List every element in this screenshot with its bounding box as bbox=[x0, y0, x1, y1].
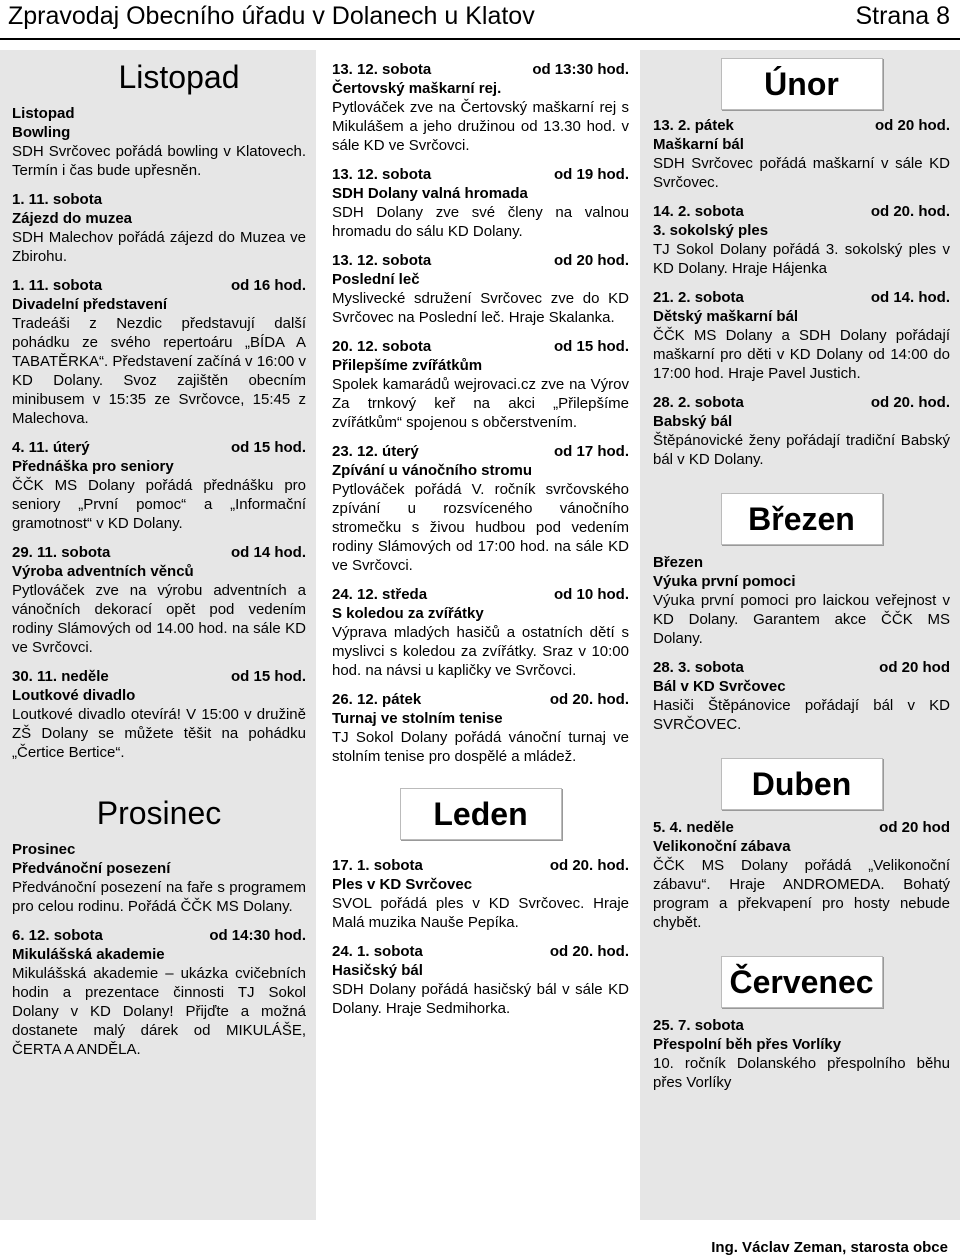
event-date-row bbox=[12, 840, 306, 859]
event-name: Hasičský bál bbox=[332, 962, 423, 979]
event-time: od 14:30 hod. bbox=[209, 927, 306, 944]
event-date: 17. 1. sobota bbox=[332, 857, 423, 874]
event-time: od 20. hod. bbox=[870, 203, 950, 220]
event-description: Myslivecké sdružení Svrčovec zve do KD Svrčovec na Poslední leč. Hraje Skalanka. bbox=[332, 290, 629, 326]
event-description: TJ Sokol Dolany pořádá 3. sokolský ples v KD Dolany. Hraje Hájenka bbox=[653, 241, 950, 277]
event-time: od 15 hod. bbox=[231, 668, 306, 685]
event-date: 23. 12. úterý bbox=[332, 443, 419, 460]
event-item bbox=[332, 60, 629, 155]
event-name: Výroba adventních věnců bbox=[12, 563, 194, 580]
event-description: Hasiči Štěpánovice pořádají bál v KD SVRČOVEC. bbox=[653, 697, 950, 733]
event-name: Poslední leč bbox=[332, 271, 420, 288]
event-time: od 20 hod bbox=[879, 659, 950, 676]
event-date: 1. 11. sobota bbox=[12, 277, 103, 294]
event-item bbox=[653, 393, 950, 469]
event-date: 20. 12. sobota bbox=[332, 338, 432, 355]
event-name: Dětský maškarní bál bbox=[653, 308, 799, 325]
event-date: 13. 2. pátek bbox=[653, 117, 734, 134]
event-item bbox=[12, 190, 306, 266]
event-description: ČČK MS Dolany pořádá přednášku pro seniory „První pomoc“ a „Informační gramotnost“ v KD Dolany. bbox=[12, 477, 306, 532]
event-list bbox=[12, 104, 306, 762]
event-item bbox=[12, 543, 306, 657]
event-description: Předvánoční posezení na faře s programem pro celou rodinu. Pořádá ČČK MS Dolany. bbox=[12, 879, 306, 915]
event-date: 21. 2. sobota bbox=[653, 289, 744, 306]
event-name: Maškarní bál bbox=[653, 136, 744, 153]
event-description: Výuka první pomoci pro laickou veřejnost v KD Dolany. Garantem akce ČČK MS Dolany. bbox=[653, 592, 950, 647]
event-list bbox=[332, 60, 629, 766]
section-title-leden: Leden bbox=[400, 788, 562, 840]
event-name: Mikulášská akademie bbox=[12, 946, 165, 963]
event-description: Spolek kamarádů wejrovaci.cz zve na Výrov Za trnkový keř na akci „Přilepšíme zvířátkům“ spojenou s občerstvením. bbox=[332, 376, 629, 431]
event-date: 24. 12. středa bbox=[332, 586, 428, 603]
event-date-row bbox=[332, 442, 629, 461]
event-date-row bbox=[12, 667, 306, 686]
event-time: od 14. hod. bbox=[870, 289, 950, 306]
event-date-row bbox=[653, 116, 950, 135]
event-date-row bbox=[12, 276, 306, 295]
event-description: Loutkové divadlo otevírá! V 15:00 v družině ZŠ Dolany se můžete těšit na pohádku „Čertice Bertice“. bbox=[12, 706, 306, 761]
event-name: SDH Dolany valná hromada bbox=[332, 185, 528, 202]
event-date-row bbox=[653, 288, 950, 307]
event-date-row bbox=[332, 165, 629, 184]
event-name: Předvánoční posezení bbox=[12, 860, 171, 877]
newsletter-title: Zpravodaj Obecního úřadu v Dolanech u Klatov bbox=[8, 2, 535, 30]
page-header bbox=[0, 0, 960, 40]
event-date-row bbox=[12, 104, 306, 123]
event-item bbox=[12, 667, 306, 762]
event-time: od 20. hod. bbox=[870, 394, 950, 411]
event-time: od 20. hod. bbox=[549, 857, 629, 874]
column-left bbox=[0, 50, 316, 1220]
event-date-row bbox=[12, 190, 306, 209]
event-item bbox=[332, 337, 629, 432]
event-date-row bbox=[653, 658, 950, 677]
event-name: 3. sokolský ples bbox=[653, 222, 769, 239]
event-description: Štěpánovické ženy pořádají tradiční Babský bál v KD Dolany. bbox=[653, 432, 950, 468]
event-description: Výprava mladých hasičů a ostatních dětí s myslivci s koledou za zvířátky. Sraz v 10:00 hod. na návsi u kapličky ve Svrčovci. bbox=[332, 624, 629, 679]
event-date: 28. 3. sobota bbox=[653, 659, 744, 676]
event-item bbox=[332, 442, 629, 575]
event-name: S koledou za zvířátky bbox=[332, 605, 484, 622]
event-name: Přespolní běh přes Vorlíky bbox=[653, 1036, 842, 1053]
event-date-row bbox=[332, 585, 629, 604]
event-name: Přilepšíme zvířátkům bbox=[332, 357, 483, 374]
event-description: Pytlováček zve na výrobu adventních a vánočních dekorací opět pod vedením rodiny Slámových od 14.00 hod. na sále KD ve Svrčovci. bbox=[12, 582, 306, 656]
event-date: 26. 12. pátek bbox=[332, 691, 422, 708]
section-title-duben: Duben bbox=[721, 758, 883, 810]
event-list bbox=[332, 856, 629, 1018]
event-name: Turnaj ve stolním tenise bbox=[332, 710, 503, 727]
event-description: SDH Svrčovec pořádá bowling v Klatovech. Termín i čas bude upřesněn. bbox=[12, 143, 306, 179]
event-description: 10. ročník Dolanského přespolního běhu přes Vorlíky bbox=[653, 1055, 950, 1091]
event-date: 30. 11. neděle bbox=[12, 668, 109, 685]
signature: Ing. Václav Zeman, starosta obce bbox=[711, 1239, 948, 1256]
event-date: Listopad bbox=[12, 105, 75, 122]
event-date-row bbox=[332, 856, 629, 875]
event-name: Zájezd do muzea bbox=[12, 210, 133, 227]
event-item bbox=[12, 438, 306, 533]
event-date-row bbox=[12, 926, 306, 945]
event-item bbox=[332, 251, 629, 327]
event-date: 24. 1. sobota bbox=[332, 943, 423, 960]
event-name: Přednáška pro seniory bbox=[12, 458, 174, 475]
event-name: Babský bál bbox=[653, 413, 733, 430]
event-date-row bbox=[332, 251, 629, 270]
event-description: SDH Svrčovec pořádá maškarní v sále KD Svrčovec. bbox=[653, 155, 950, 191]
event-list bbox=[653, 116, 950, 469]
event-date-row bbox=[653, 1016, 950, 1035]
event-item bbox=[332, 585, 629, 680]
event-description: Tradeáši z Nezdic představují další pohádku ze svého repertoáru „BÍDA A TABATĚRKA“. Představení začíná v 16:00 v KD Dolany. Svoz zajištěn obecním minibusem v 15:35 ze Svrčovce, 15:45 z Malechova. bbox=[12, 315, 306, 427]
event-list bbox=[653, 818, 950, 932]
section-title-cervenec: Červenec bbox=[721, 956, 883, 1008]
event-list bbox=[653, 1016, 950, 1092]
event-time: od 15 hod. bbox=[554, 338, 629, 355]
event-name: Výuka první pomoci bbox=[653, 573, 796, 590]
event-date-row bbox=[12, 438, 306, 457]
event-date-row bbox=[653, 818, 950, 837]
event-name: Divadelní představení bbox=[12, 296, 168, 313]
event-item bbox=[12, 276, 306, 428]
event-item bbox=[12, 840, 306, 916]
event-list bbox=[653, 553, 950, 734]
event-time: od 19 hod. bbox=[554, 166, 629, 183]
event-time: od 17 hod. bbox=[554, 443, 629, 460]
event-date: 6. 12. sobota bbox=[12, 927, 103, 944]
event-date: 5. 4. neděle bbox=[653, 819, 734, 836]
event-time: od 16 hod. bbox=[231, 277, 306, 294]
section-title-listopad: Listopad bbox=[118, 59, 240, 95]
event-item bbox=[653, 553, 950, 648]
event-date: 13. 12. sobota bbox=[332, 61, 432, 78]
event-item bbox=[653, 202, 950, 278]
column-right bbox=[640, 50, 960, 1220]
event-date-row bbox=[332, 60, 629, 79]
event-item bbox=[12, 926, 306, 1059]
event-name: Zpívání u vánočního stromu bbox=[332, 462, 533, 479]
event-date-row bbox=[332, 690, 629, 709]
event-date: 29. 11. sobota bbox=[12, 544, 111, 561]
event-time: od 13:30 hod. bbox=[532, 61, 629, 78]
event-item bbox=[332, 856, 629, 932]
event-date: 4. 11. úterý bbox=[12, 439, 90, 456]
event-description: SDH Dolany zve své členy na valnou hromadu do sálu KD Dolany. bbox=[332, 204, 629, 240]
event-item bbox=[332, 165, 629, 241]
event-date: 14. 2. sobota bbox=[653, 203, 744, 220]
event-time: od 20 hod bbox=[879, 819, 950, 836]
event-time: od 20. hod. bbox=[549, 691, 629, 708]
event-item bbox=[653, 1016, 950, 1092]
event-item bbox=[332, 690, 629, 766]
event-description: ČČK MS Dolany a SDH Dolany pořádají maškarní pro děti v KD Dolany od 14:00 do 17:00 hod. Hraje Pavel Justich. bbox=[653, 327, 950, 382]
event-date-row bbox=[653, 553, 950, 572]
event-date-row bbox=[332, 337, 629, 356]
event-date-row bbox=[653, 202, 950, 221]
event-item bbox=[653, 818, 950, 932]
event-date-row bbox=[332, 942, 629, 961]
event-name: Loutkové divadlo bbox=[12, 687, 136, 704]
page-number: Strana 8 bbox=[855, 2, 950, 30]
event-item bbox=[653, 116, 950, 192]
event-date: 1. 11. sobota bbox=[12, 191, 103, 208]
event-item bbox=[653, 288, 950, 383]
event-date: Prosinec bbox=[12, 841, 76, 858]
event-date: 25. 7. sobota bbox=[653, 1017, 744, 1034]
event-name: Čertovský maškarní rej. bbox=[332, 80, 502, 97]
event-description: Mikulášská akademie – ukázka cvičebních hodin a prezentace činnosti TJ Sokol Dolany v KD Dolany! Přijďte a možná dostanete malý dárek od MIKULÁŠE, ČERTA A ANDĚLA. bbox=[12, 965, 306, 1058]
event-date: 28. 2. sobota bbox=[653, 394, 744, 411]
event-description: ČČK MS Dolany pořádá „Velikonoční zábavu“. Hraje ANDROMEDA. Bohatý program a překvapení pro hosty nebude chybět. bbox=[653, 857, 950, 931]
section-title-brezen: Březen bbox=[721, 493, 883, 545]
event-time: od 10 hod. bbox=[554, 586, 629, 603]
event-description: Pytlováček zve na Čertovský maškarní rej s Mikulášem a jeho družinou od 13.30 hod. v sále KD ve Svrčovci. bbox=[332, 99, 629, 154]
event-description: Pytlováček pořádá V. ročník svrčovského zpívání u rozsvíceného vánočního stromečku s živou hudbou pod vedením rodiny Slámových od 17:00 hod. na sále KD ve Svrčovci. bbox=[332, 481, 629, 574]
event-time: od 20. hod. bbox=[549, 943, 629, 960]
section-title-unor: Únor bbox=[721, 58, 883, 110]
event-description: TJ Sokol Dolany pořádá vánoční turnaj ve stolním tenise pro dospělé a mládež. bbox=[332, 729, 629, 765]
event-time: od 20 hod. bbox=[875, 117, 950, 134]
event-time: od 20 hod. bbox=[554, 252, 629, 269]
event-name: Bál v KD Svrčovec bbox=[653, 678, 786, 695]
event-list bbox=[12, 840, 306, 1059]
section-title-prosinec: Prosinec bbox=[96, 795, 222, 831]
event-item bbox=[332, 942, 629, 1018]
event-name: Bowling bbox=[12, 124, 71, 141]
column-middle bbox=[319, 50, 639, 1220]
event-date: 13. 12. sobota bbox=[332, 252, 432, 269]
event-name: Velikonoční zábava bbox=[653, 838, 791, 855]
event-item bbox=[12, 104, 306, 180]
event-date: 13. 12. sobota bbox=[332, 166, 432, 183]
event-time: od 15 hod. bbox=[231, 439, 306, 456]
event-item bbox=[653, 658, 950, 734]
event-description: SDH Malechov pořádá zájezd do Muzea ve Zbirohu. bbox=[12, 229, 306, 265]
event-date: Březen bbox=[653, 554, 704, 571]
event-name: Ples v KD Svrčovec bbox=[332, 876, 473, 893]
event-date-row bbox=[653, 393, 950, 412]
event-description: SDH Dolany pořádá hasičský bál v sále KD Dolany. Hraje Sedmihorka. bbox=[332, 981, 629, 1017]
event-description: SVOL pořádá ples v KD Svrčovec. Hraje Malá muzika Nauše Pepíka. bbox=[332, 895, 629, 931]
event-date-row bbox=[12, 543, 306, 562]
event-time: od 14 hod. bbox=[231, 544, 306, 561]
